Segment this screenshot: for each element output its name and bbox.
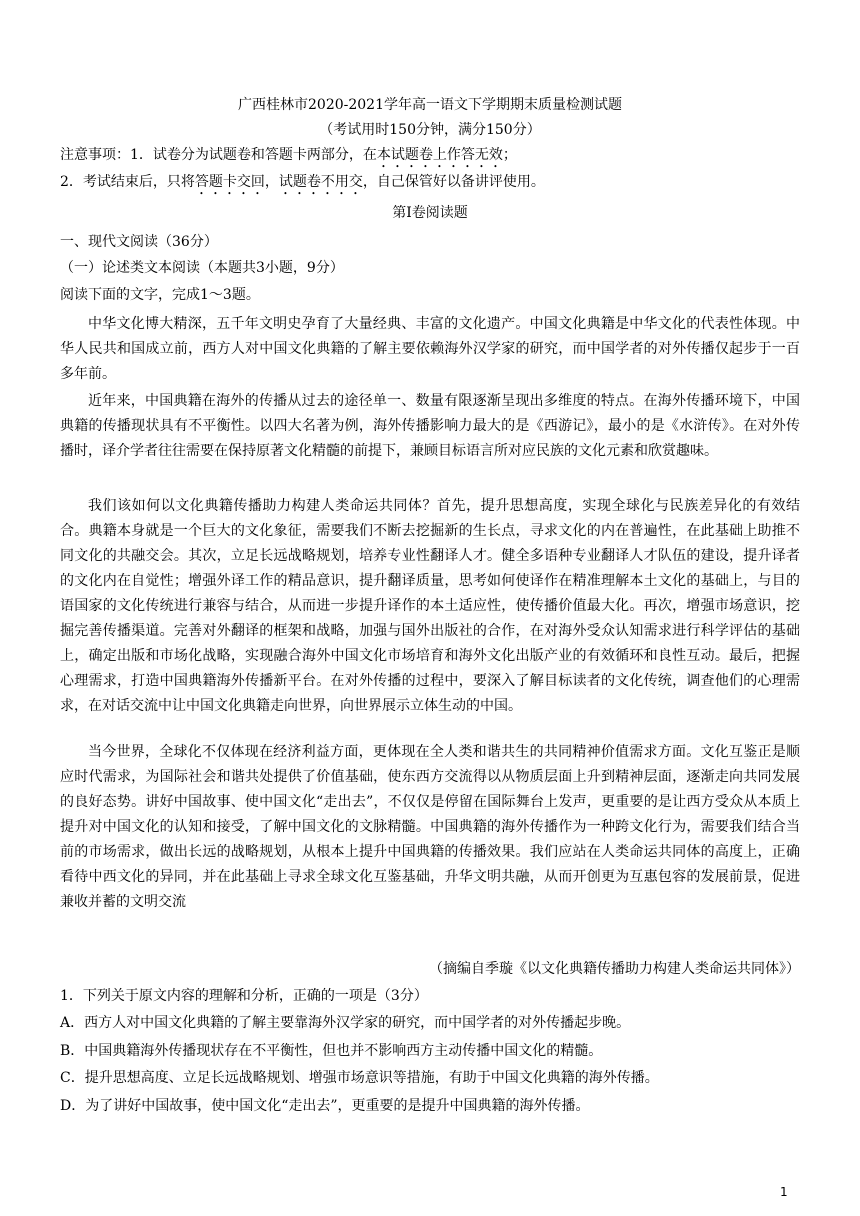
question-1-option-d: D．为了讲好中国故事，使中国文化“走出去”，更重要的是提升中国典籍的海外传播。 <box>60 1098 590 1114</box>
reading-instruction: 阅读下面的文字，完成1～3题。 <box>60 287 260 303</box>
question-1-stem: 1．下列关于原文内容的理解和分析，正确的一项是（3分） <box>60 988 428 1004</box>
note-2-end: ，自己保管好以备讲评使用。 <box>362 174 545 190</box>
part-heading: 一、现代文阅读（36分） <box>60 234 218 250</box>
page-number: 1 <box>780 1185 788 1199</box>
note-2-emphasis-1: 答题卡交回 <box>194 174 265 190</box>
note-2-emphasis-2: 试题卷不用交 <box>278 174 363 190</box>
note-2-text: 2．考试结束后，只将 <box>60 174 195 190</box>
note-1-text: 注意事项：1．试卷分为试题卷和答题卡两部分，在 <box>60 147 377 163</box>
article-source: （摘编自季璇《以文化典籍传播助力构建人类命运共同体》） <box>429 961 800 977</box>
note-2-sep: ， <box>264 174 279 190</box>
article-paragraph-2: 近年来，中国典籍在海外的传播从过去的途径单一、数量有限逐渐呈现出多维度的特点。在海外传播环境下，中国典籍的传播现状具有不平衡性。以四大名著为例，海外传播影响力最大的是《西游记》，最小的是《水浒传》。在对外传播时，译介学者往往需要在保持原著文化精髓的前提下，兼顾目标语言所对应民族的文化元素和欣赏趣味。 <box>60 393 800 459</box>
exam-info: （考试用时150分钟，满分150分） <box>319 122 541 138</box>
question-1-option-b: B．中国典籍海外传播现状存在不平衡性，但也并不影响西方主动传播中国文化的精髓。 <box>60 1043 603 1059</box>
question-1-option-c: C．提升思想高度、立足长远战略规划、增强市场意识等措施，有助于中国文化典籍的海外传播。 <box>60 1070 659 1086</box>
note-2 <box>60 170 800 198</box>
note-1 <box>60 143 800 171</box>
subpart-heading: （一）论述类文本阅读（本题共3小题，9分） <box>60 260 344 276</box>
article-paragraph-4: 当今世界，全球化不仅体现在经济利益方面，更体现在全人类和谐共生的共同精神价值需求方面。文化互鉴正是顺应时代需求，为国际社会和谐共处提供了价值基础，使东西方交流得以从物质层面上升到精神层面，逐渐走向共同发展的良好态势。讲好中国故事、使中国文化“走出去”，不仅仅是停留在国际舞台上发声，更重要的是让西方受众从本质上提升对中国文化的认知和接受，了解中国文化的文脉精髓。中国典籍的海外传播作为一种跨文化行为，需要我们结合当前的市场需求，做出长远的战略规划，从根本上提升中国典籍的传播效果。我们应站在人类命运共同体的高度上，正确看待中西文化的异同，并在此基础上寻求全球文化互鉴基础，升华文明共融，从而开创更为互惠包容的发展前景，促进兼收并蓄的文明交流 <box>60 744 800 910</box>
question-1-option-a: A．西方人对中国文化典籍的了解主要靠海外汉学家的研究，而中国学者的对外传播起步晚。 <box>60 1015 631 1031</box>
article-paragraph-1: 中华文化博大精深，五千年文明史孕育了大量经典、丰富的文化遗产。中国文化典籍是中华文化的代表性体现。中华人民共和国成立前，西方人对中国文化典籍的了解主要依赖海外汉学家的研究，而中国学者的对外传播仅起步于一百多年前。 <box>60 316 800 382</box>
article-paragraph-3: 我们该如何以文化典籍传播助力构建人类命运共同体？首先，提升思想高度，实现全球化与民族差异化的有效结合。典籍本身就是一个巨大的文化象征，需要我们不断去挖掘新的生长点，寻求文化的内在普遍性，在此基础上助推不同文化的共融交会。其次，立足长远战略规划，培养专业性翻译人才。健全多语种专业翻译人才队伍的建设，提升译者的文化内在自觉性；增强外译工作的精品意识，提升翻译质量，思考如何使译作在精准理解本土文化的基础上，与目的语国家的文化传统进行兼容与结合，从而进一步提升译作的本土适应性，使传播价值最大化。再次，增强市场意识，挖掘完善传播渠道。完善对外翻译的框架和战略，加强与国外出版社的合作，在对海外受众认知需求进行科学评估的基础上，确定出版和市场化战略，实现融合海外中国文化市场培育和海外文化出版产业的有效循环和良性互动。最后，把握心理需求，打造中国典籍海外传播新平台。在对外传播的过程中，要深入了解目标读者的文化传统，调查他们的心理需求，在对话交流中让中国文化典籍走向世界，向世界展示立体生动的中国。 <box>60 498 800 714</box>
exam-title: 广西桂林市2020-2021学年高一语文下学期期末质量检测试题 <box>238 97 622 113</box>
note-1-emphasis: 本试题卷上作答无效 <box>376 147 503 163</box>
note-1-end: ； <box>502 147 517 163</box>
volume-title: 第Ⅰ卷阅读题 <box>392 205 468 221</box>
